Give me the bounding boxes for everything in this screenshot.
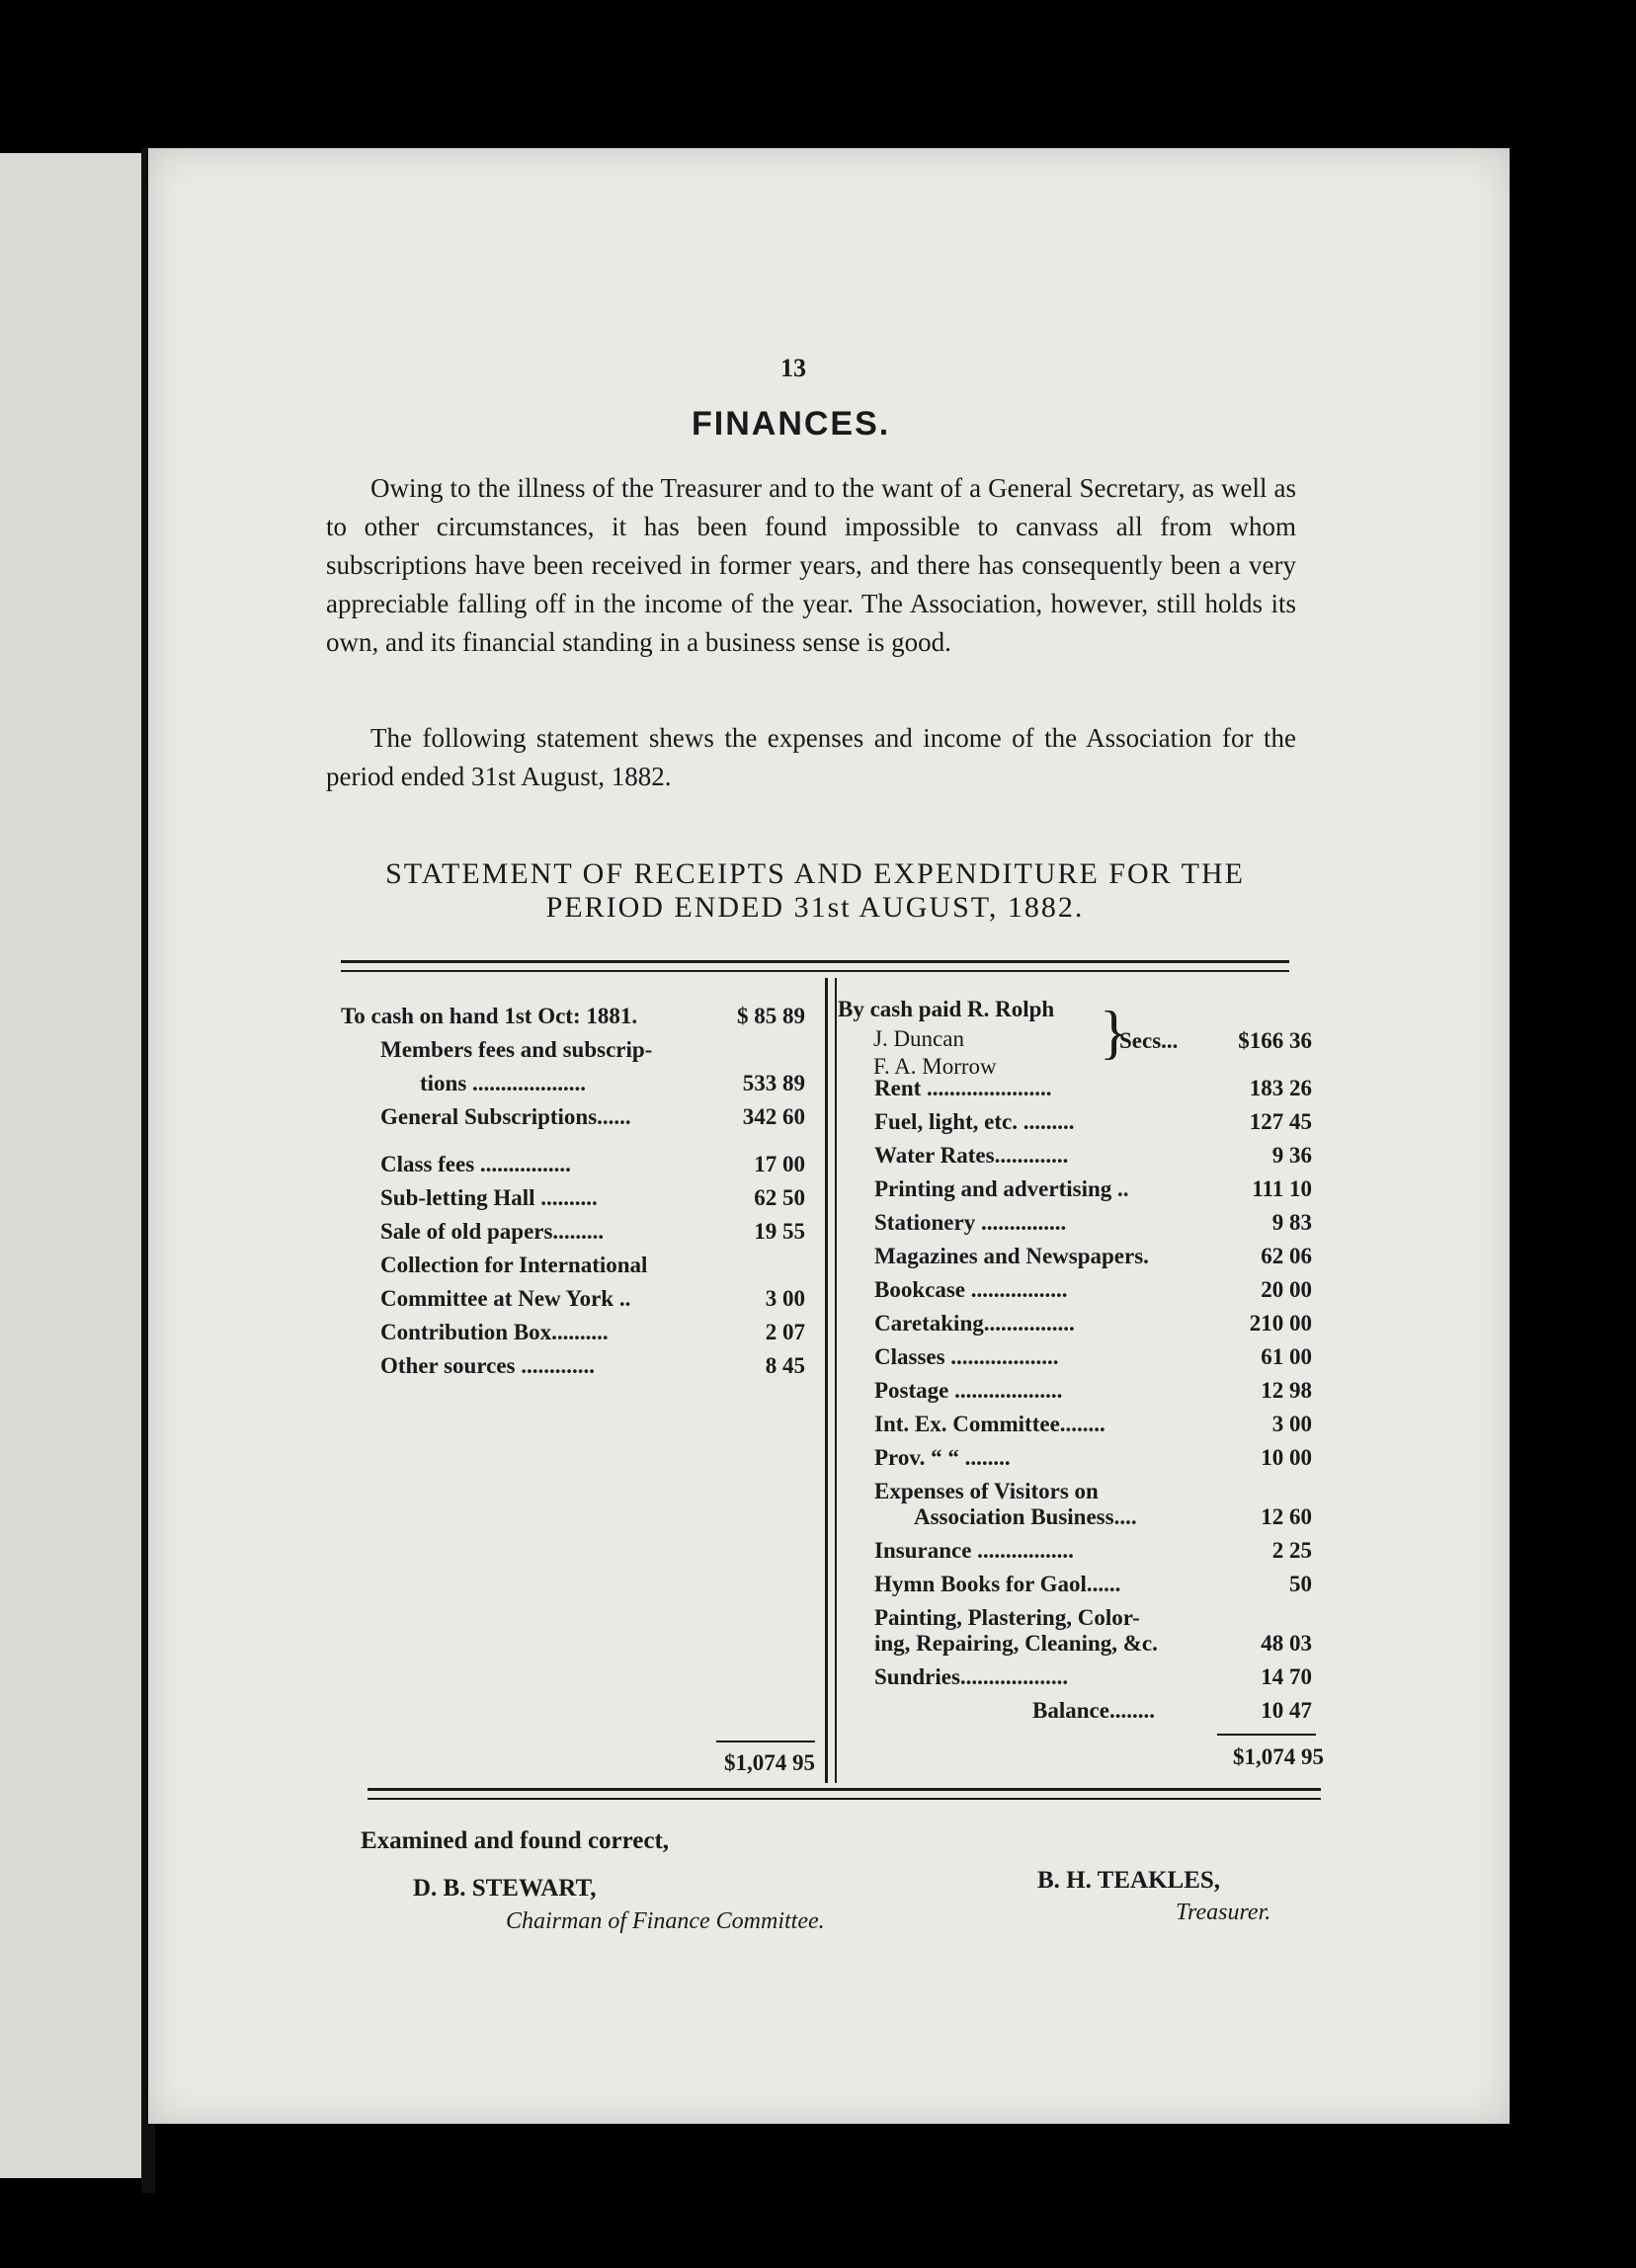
expense-label: Balance........ [1032, 1698, 1155, 1723]
expense-amount: 62 06 [1261, 1244, 1312, 1268]
expense-row [874, 1408, 1312, 1441]
expense-row [874, 1374, 1312, 1408]
receipt-row [380, 1033, 805, 1067]
receipt-row [380, 1215, 805, 1249]
receipt-row [380, 1316, 805, 1349]
top-rule [341, 960, 1289, 963]
receipt-row [380, 1148, 805, 1181]
expense-row [874, 1240, 1312, 1273]
top-rule-second [341, 970, 1289, 972]
examined-text: Examined and found correct, [361, 1827, 670, 1854]
receipt-amount: 17 00 [754, 1152, 805, 1176]
receipt-label: tions .................... [420, 1071, 587, 1095]
receipt-row [380, 1181, 805, 1215]
expense-row [874, 1139, 1312, 1173]
expense-amount: 10 47 [1261, 1698, 1312, 1723]
expense-label: Hymn Books for Gaol...... [874, 1572, 1121, 1596]
expense-row [874, 1568, 1312, 1601]
expense-amount: 48 03 [1261, 1631, 1312, 1656]
expense-label: Fuel, light, etc. ......... [874, 1109, 1075, 1134]
receipt-label: Members fees and subscrip- [380, 1037, 653, 1062]
secretaries-amount: $166 36 [1238, 1028, 1312, 1053]
expense-amount: 3 00 [1271, 1412, 1312, 1436]
receipt-label: Sale of old papers......... [380, 1219, 605, 1244]
expense-label: Bookcase ................. [874, 1277, 1068, 1302]
expense-amount: 183 26 [1249, 1076, 1312, 1100]
treasurer-title: Treasurer. [1176, 1900, 1271, 1925]
receipts-total-rule [716, 1741, 815, 1742]
expenditure-total-rule [1217, 1734, 1316, 1736]
expense-amount: 12 60 [1261, 1504, 1312, 1529]
expense-label: Caretaking................ [874, 1311, 1075, 1336]
receipt-amount: 342 60 [742, 1104, 805, 1129]
receipt-amount: 2 07 [765, 1320, 805, 1344]
expense-label: Printing and advertising .. [874, 1176, 1129, 1201]
secretary-name: J. Duncan [873, 1026, 964, 1051]
expenditure-total: $1,074 95 [1233, 1744, 1324, 1769]
receipt-amount: 19 55 [754, 1219, 805, 1244]
expense-row [874, 1475, 1312, 1503]
expense-label: Magazines and Newspapers. [874, 1244, 1149, 1268]
expense-label: Stationery ............... [874, 1210, 1067, 1235]
receipt-row [380, 1349, 805, 1383]
facing-page-edge [0, 153, 148, 2178]
expense-amount: 50 [1289, 1572, 1312, 1596]
expense-amount: 20 00 [1261, 1277, 1312, 1302]
expense-row [1032, 1694, 1312, 1728]
expense-row [874, 1173, 1312, 1206]
expense-row [874, 1340, 1312, 1374]
expense-label: Classes ................... [874, 1344, 1059, 1369]
receipt-label: Class fees ................ [380, 1152, 571, 1176]
secretaries-label: Secs... [1119, 1028, 1179, 1053]
expense-row [914, 1500, 1312, 1534]
expense-row [874, 1534, 1312, 1568]
receipt-amount: 533 89 [742, 1071, 805, 1095]
receipt-label: Committee at New York .. [380, 1286, 631, 1311]
expense-amount: 111 10 [1252, 1176, 1312, 1201]
secretaries-prefix: By cash paid R. Rolph [838, 997, 1055, 1021]
chairman-name: D. B. STEWART, [413, 1875, 597, 1902]
expense-label: Insurance ................. [874, 1538, 1074, 1563]
expense-amount: 12 98 [1261, 1378, 1312, 1403]
expense-amount: 9 36 [1271, 1143, 1312, 1168]
expense-label: Rent ...................... [874, 1076, 1052, 1100]
expense-amount: 2 25 [1271, 1538, 1312, 1563]
receipt-amount: 8 45 [765, 1353, 805, 1378]
expense-amount: 10 00 [1261, 1445, 1312, 1470]
receipt-label: Collection for International [380, 1253, 648, 1277]
bottom-rule-second [368, 1798, 1321, 1800]
receipt-amount: 3 00 [765, 1286, 805, 1311]
expense-row [874, 1105, 1312, 1139]
receipt-amount: $ 85 89 [737, 1004, 805, 1028]
statement-intro-paragraph: The following statement shews the expenses and income of the Association for the period ended 31st August, 1882. [326, 723, 1296, 791]
receipt-row [420, 1067, 805, 1100]
receipt-row [380, 1282, 805, 1316]
statement-title-line1: STATEMENT OF RECEIPTS AND EXPENDITURE FOR THE [385, 857, 1245, 890]
section-heading: FINANCES. [692, 405, 891, 443]
expense-row [874, 1072, 1312, 1105]
receipt-label: Sub-letting Hall .......... [380, 1185, 598, 1210]
secretary-name: F. A. Morrow [873, 1054, 997, 1079]
brace-icon: } [1100, 1000, 1128, 1065]
expense-amount: 127 45 [1249, 1109, 1312, 1134]
expense-amount: 14 70 [1261, 1664, 1312, 1689]
expense-amount: 9 83 [1271, 1210, 1312, 1235]
expense-amount: 210 00 [1249, 1311, 1312, 1336]
expense-label: Water Rates............. [874, 1143, 1069, 1168]
expense-label: Postage ................... [874, 1378, 1063, 1403]
expense-label: Association Business.... [914, 1504, 1137, 1529]
receipts-total: $1,074 95 [724, 1750, 815, 1775]
column-divider [825, 978, 828, 1783]
expense-label: Sundries................... [874, 1664, 1069, 1689]
receipt-label: Contribution Box.......... [380, 1320, 609, 1344]
receipts-column [341, 1000, 805, 1383]
expense-amount: 61 00 [1261, 1344, 1312, 1369]
expense-row [874, 1627, 1312, 1660]
receipt-amount: 62 50 [754, 1185, 805, 1210]
statement-title-line2: PERIOD ENDED 31st AUGUST, 1882. [545, 891, 1085, 924]
expense-label: Expenses of Visitors on [874, 1479, 1099, 1503]
receipt-row [341, 1000, 805, 1033]
receipt-row [380, 1100, 805, 1134]
expense-label: Int. Ex. Committee........ [874, 1412, 1105, 1436]
intro-paragraph: Owing to the illness of the Treasurer and to the want of a General Secretary, as well as to other circumstances, it has been found impossible to canvass all from whom subscriptions have been received in former years, and there has consequently been a very appreciable falling off in the income of the year. The Association, however, still holds its own, and its financial standing in a business sense is good. [326, 473, 1296, 657]
expense-row [874, 1441, 1312, 1475]
expense-label: ing, Repairing, Cleaning, &c. [874, 1631, 1158, 1656]
treasurer-name: B. H. TEAKLES, [1037, 1867, 1221, 1894]
expense-row [874, 1273, 1312, 1307]
page-number: 13 [780, 354, 806, 382]
expense-label: Painting, Plastering, Color- [874, 1605, 1140, 1630]
chairman-title: Chairman of Finance Committee. [506, 1908, 825, 1934]
column-divider-second [835, 978, 837, 1783]
receipt-label: Other sources ............. [380, 1353, 595, 1378]
receipt-row [380, 1249, 805, 1282]
statement-title [326, 857, 1304, 925]
expense-label: Prov. “ “ ........ [874, 1445, 1011, 1470]
bottom-rule [368, 1788, 1321, 1791]
expense-row [874, 1206, 1312, 1240]
expenditure-column [874, 1072, 1312, 1728]
expense-row [874, 1660, 1312, 1694]
receipt-label: General Subscriptions...... [380, 1104, 631, 1129]
expense-row [874, 1601, 1312, 1630]
receipt-label: To cash on hand 1st Oct: 1881. [341, 1004, 638, 1028]
expense-row [874, 1307, 1312, 1340]
